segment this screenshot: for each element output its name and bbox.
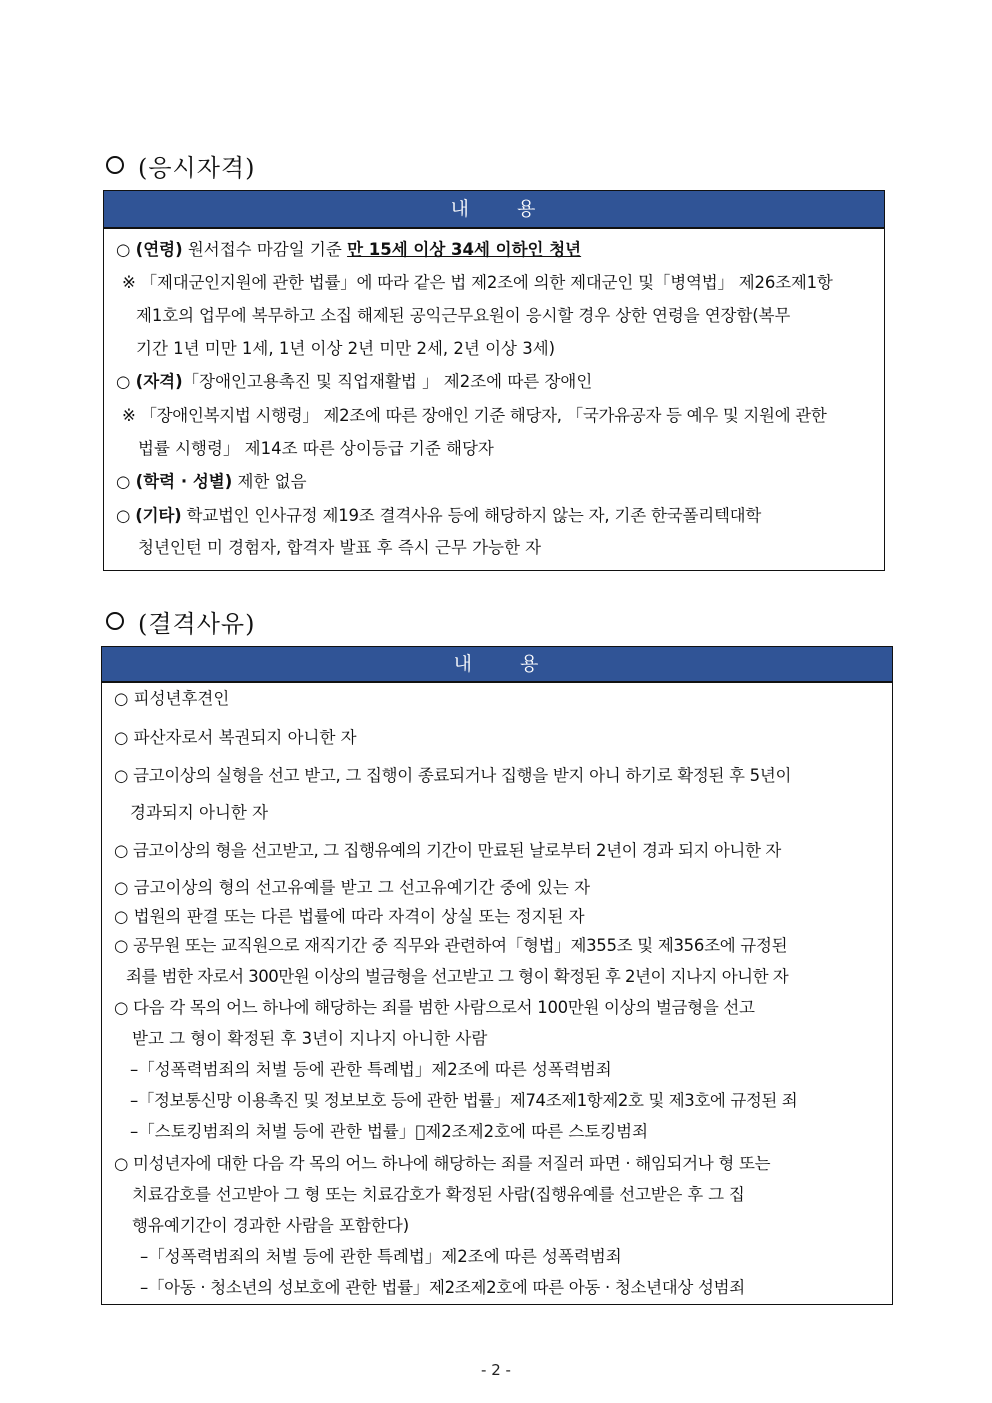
section-title-qualifications — [106, 148, 255, 183]
list-item: ○ 다음 각 목의 어느 하나에 해당하는 죄를 범한 사람으로서 100만원 이상의 벌금형을 선고 — [114, 998, 755, 1017]
section-title-disqualifications — [106, 604, 255, 639]
list-item: ○ 공무원 또는 교직원으로 재직기간 중 직무와 관련하여「형법」제355조 및 제356조에 규정된 — [114, 936, 788, 955]
sub-item: –「성폭력범죄의 처벌 등에 관한 특례법」제2조에 따른 성폭력범죄 — [130, 1060, 612, 1079]
table-header — [104, 191, 884, 229]
item-label: (연령) — [135, 240, 183, 259]
circle-bullet-icon — [106, 156, 124, 174]
list-item: ○ 금고이상의 실형을 선고 받고, 그 집행이 종료되거나 집행을 받지 아니 하기로 확정된 후 5년이 — [114, 766, 792, 785]
sub-item: –「정보통신망 이용촉진 및 정보보호 등에 관한 법률」제74조제1항제2호 및 제3호에 규정된 죄 — [130, 1091, 798, 1110]
note-line: 제1호의 업무에 복무하고 소집 해제된 공익근무요원이 응시할 경우 상한 연령을 연장함(복무 — [136, 306, 791, 325]
qualifications-table — [103, 190, 885, 571]
item-text: 원서접수 마감일 기준 — [182, 240, 348, 259]
table-header — [102, 647, 892, 683]
list-item-continued: 치료감호를 선고받아 그 형 또는 치료감호가 확정된 사람(집행유예를 선고받은 후 그 집 — [132, 1185, 745, 1204]
item-label: (자격) — [135, 372, 183, 391]
disqualifications-table — [101, 646, 893, 1305]
note-line: 기간 1년 미만 1세, 1년 이상 2년 미만 2세, 2년 이상 3세) — [136, 339, 556, 358]
section-title-text: (응시자격) — [138, 154, 256, 182]
sub-item: –「스토킹범죄의 처벌 등에 관한 법률」 제2조제2호에 따른 스토킹범죄 — [130, 1122, 649, 1141]
note-line: ※ 「제대군인지원에 관한 법률」에 따라 같은 법 제2조에 의한 제대군인 및「병역법」 제26조제1항 — [122, 273, 833, 292]
item-emphasis: 만 15세 이상 34세 이하인 청년 — [347, 240, 582, 259]
list-item: ○ 파산자로서 복권되지 아니한 자 — [114, 728, 357, 747]
list-item: ○ 미성년자에 대한 다음 각 목의 어느 하나에 해당하는 죄를 저질러 파면 · 해임되거나 형 또는 — [114, 1154, 771, 1173]
note-line: 법률 시행령」 제14조 따른 상이등급 기준 해당자 — [138, 439, 494, 458]
table-header-label: 내 용 — [453, 653, 541, 675]
section-title-text: (결격사유) — [138, 610, 256, 638]
note-line: ※ 「장애인복지법 시행령」 제2조에 따른 장애인 기준 해당자, 「국가유공자 등 예우 및 지원에 관한 — [122, 406, 827, 425]
sub-item: –「성폭력범죄의 처벌 등에 관한 특례법」제2조에 따른 성폭력범죄 — [140, 1247, 622, 1266]
circle-bullet-icon — [106, 612, 124, 630]
item-text: 「장애인고용촉진 및 직업재활법 」 제2조에 따른 장애인 — [182, 372, 593, 391]
sub-item: –「아동 · 청소년의 성보호에 관한 법률」제2조제2호에 따른 아동 · 청소년대상 성범죄 — [140, 1278, 745, 1297]
list-item: ○ 피성년후견인 — [114, 689, 230, 708]
list-item-continued: 행유예기간이 경과한 사람을 포함한다) — [132, 1216, 410, 1235]
list-item: ○ (학력 · 성별) 제한 없음 — [116, 472, 307, 491]
note-line: 청년인턴 미 경험자, 합격자 발표 후 즉시 근무 가능한 자 — [138, 538, 542, 557]
list-item: ○ 금고이상의 형의 선고유예를 받고 그 선고유예기간 중에 있는 자 — [114, 878, 591, 897]
list-item: ○ 금고이상의 형을 선고받고, 그 집행유예의 기간이 만료된 날로부터 2년이 경과 되지 아니한 자 — [114, 841, 781, 860]
list-item-continued: 받고 그 형이 확정된 후 3년이 지나지 아니한 사람 — [132, 1029, 488, 1048]
page-number: - 2 - — [481, 1361, 511, 1379]
item-text: 학교법인 인사규정 제19조 결격사유 등에 해당하지 않는 자, 기존 한국폴리텍대학 — [181, 506, 762, 525]
list-item-continued: 경과되지 아니한 자 — [130, 803, 269, 822]
list-item: ○ (연령) 원서접수 마감일 기준 만 15세 이상 34세 이하인 청년 — [116, 240, 582, 259]
list-item: ○ (자격)「장애인고용촉진 및 직업재활법 」 제2조에 따른 장애인 — [116, 372, 593, 391]
list-item-continued: 죄를 범한 자로서 300만원 이상의 벌금형을 선고받고 그 형이 확정된 후 2년이 지나지 아니한 자 — [126, 967, 789, 986]
item-label: (기타) — [135, 506, 182, 525]
item-label: (학력 · 성별) — [135, 472, 233, 491]
list-item: ○ 법원의 판결 또는 다른 법률에 따라 자격이 상실 또는 정지된 자 — [114, 907, 585, 926]
item-text: 제한 없음 — [232, 472, 307, 491]
list-item: ○ (기타) 학교법인 인사규정 제19조 결격사유 등에 해당하지 않는 자, 기존 한국폴리텍대학 — [116, 506, 762, 525]
table-header-label: 내 용 — [450, 198, 538, 220]
